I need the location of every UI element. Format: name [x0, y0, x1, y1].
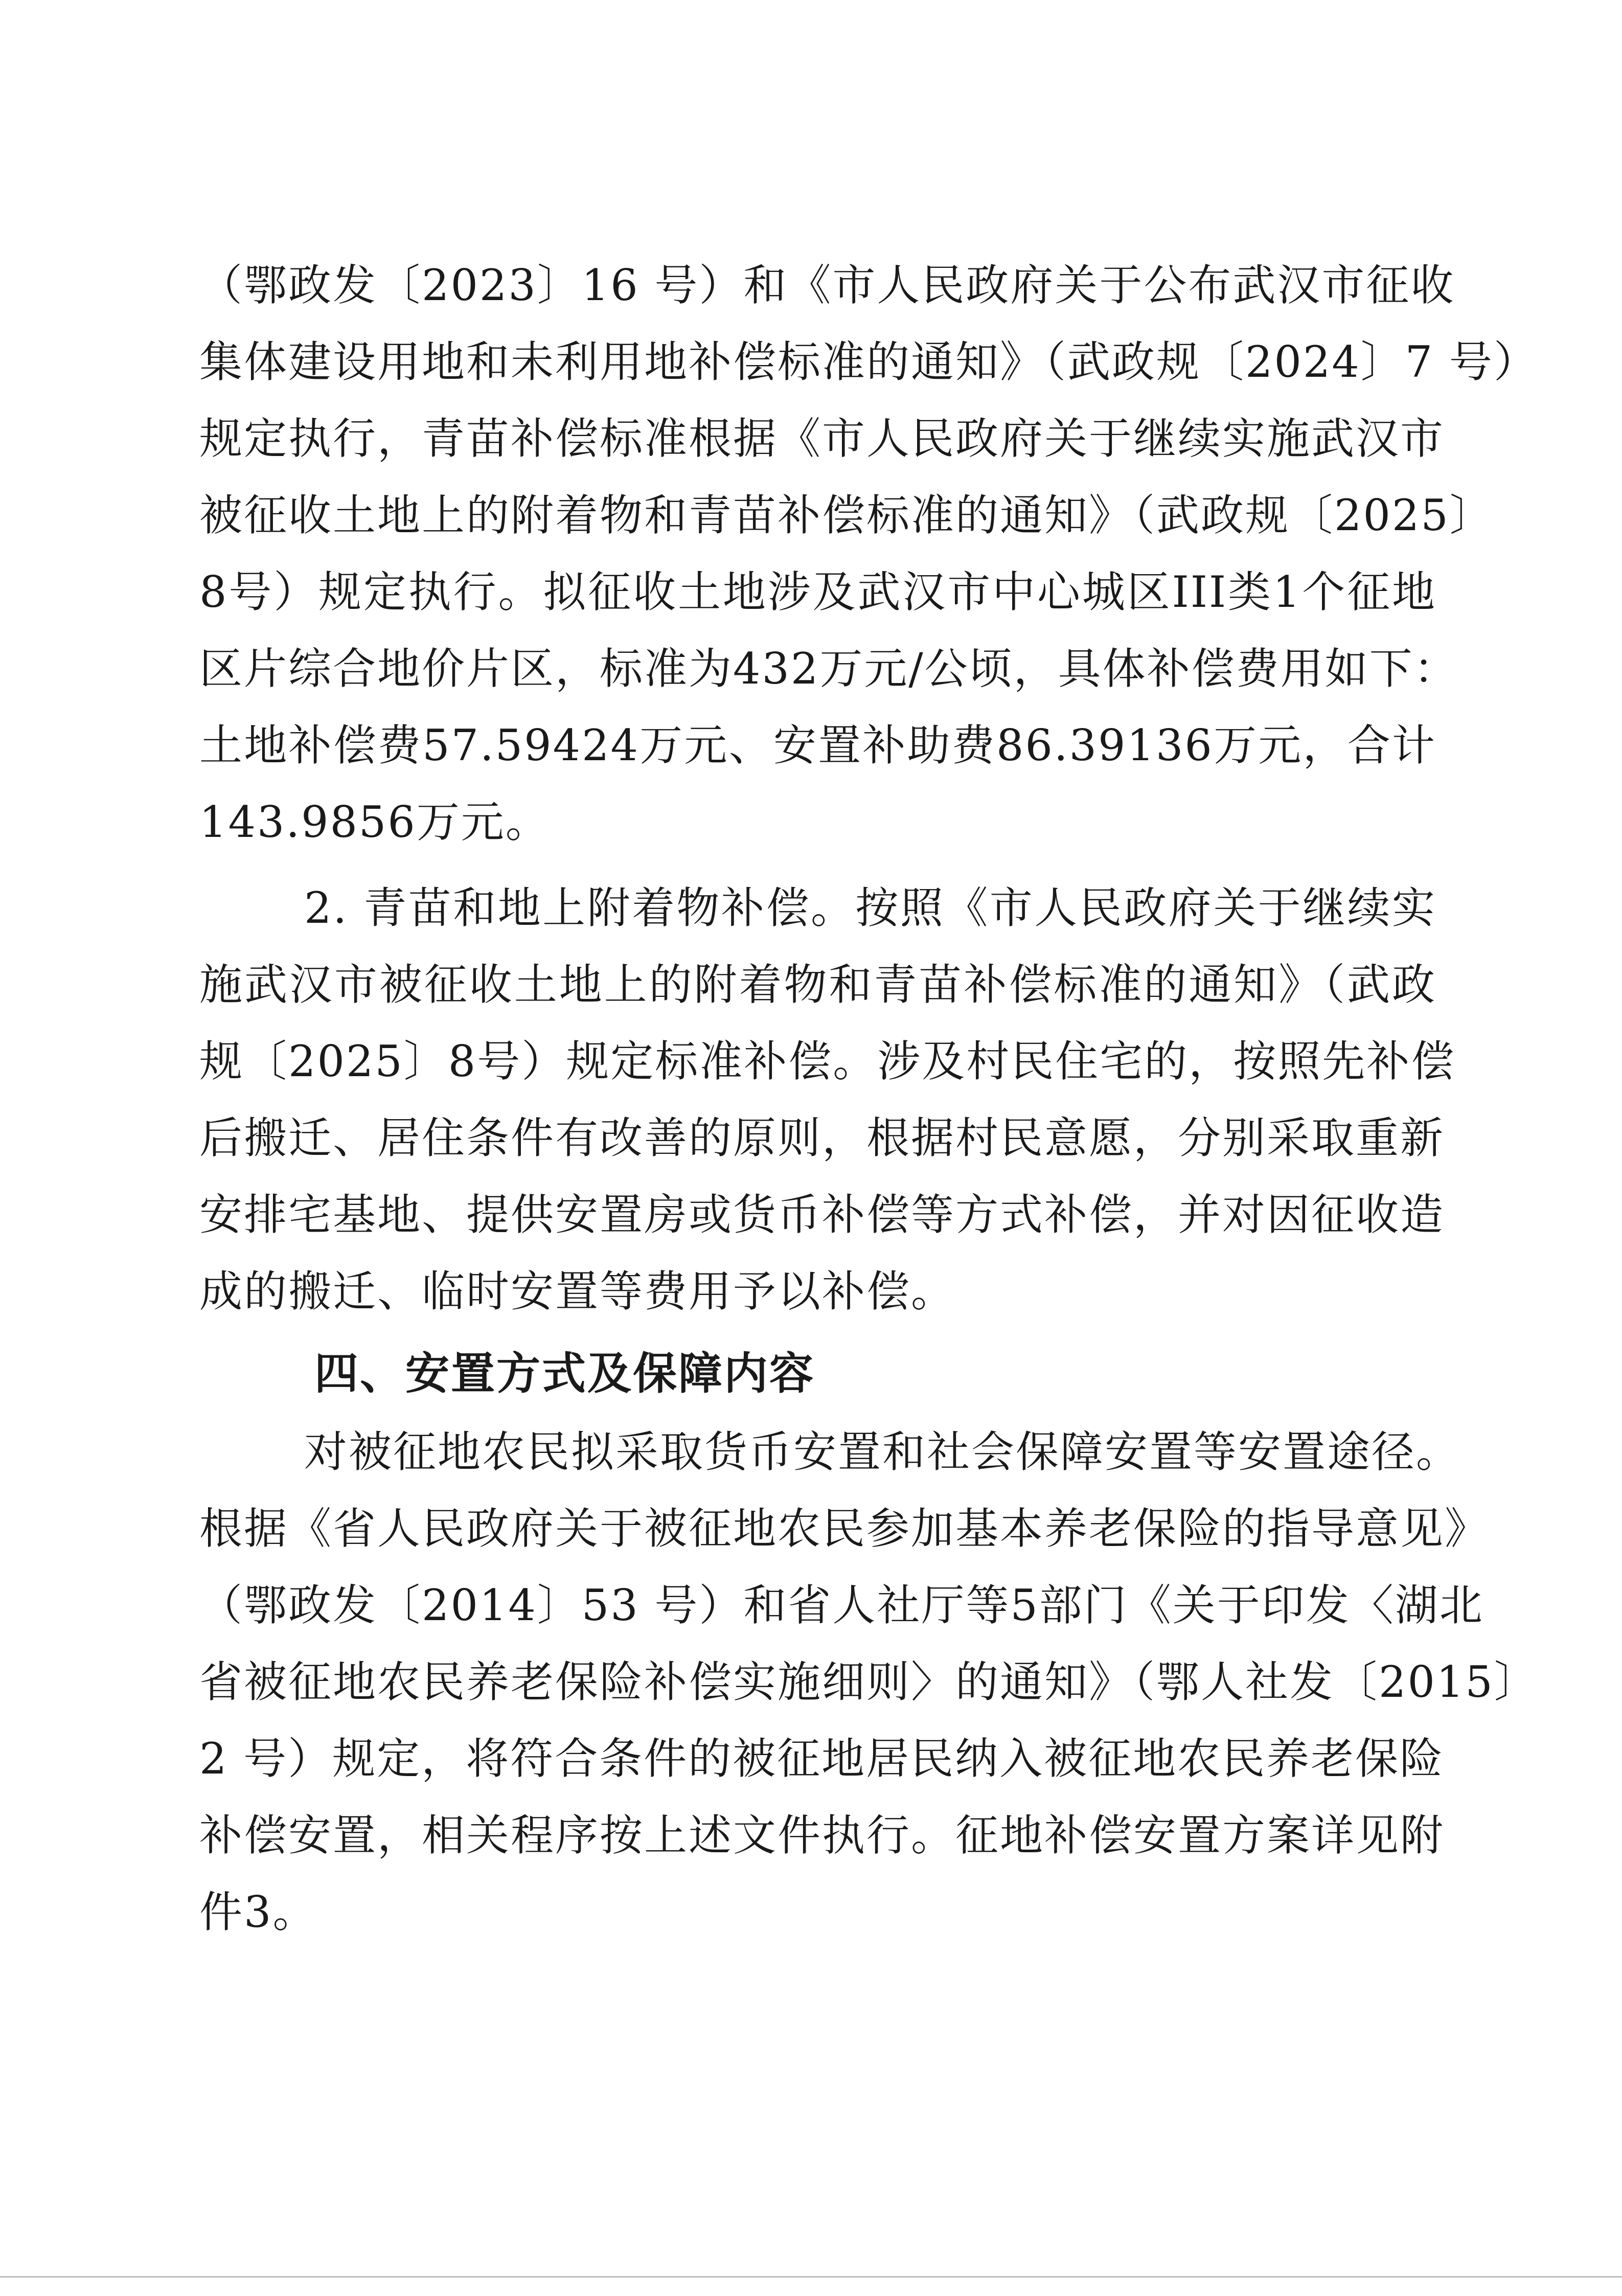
paragraph-start-line: 对被征地农民拟采取货币安置和社会保障安置等安置途径。	[304, 1427, 1461, 1477]
text-line: 补偿安置，相关程序按上述文件执行。征地补偿安置方案详见附	[199, 1810, 1445, 1860]
text-line: 施武汉市被征收土地上的附着物和青苗补偿标准的通知》（武政	[199, 960, 1436, 1010]
text-line: 2 号）规定，将符合条件的被征地居民纳入被征地农民养老保险	[199, 1734, 1445, 1784]
text-line: 区片综合地价片区，标准为432万元/公顷，具体补偿费用如下：	[199, 644, 1458, 694]
text-line: 规定执行，青苗补偿标准根据《市人民政府关于继续实施武汉市	[199, 414, 1445, 464]
text-line: 规〔2025〕8号）规定标准补偿。涉及村民住宅的，按照先补偿	[199, 1036, 1456, 1086]
text-line: 件3。	[199, 1887, 317, 1937]
text-line: 后搬迁、居住条件有改善的原则，根据村民意愿，分别采取重新	[199, 1113, 1445, 1163]
text-line: 安排宅基地、提供安置房或货币补偿等方式补偿，并对因征收造	[199, 1190, 1445, 1240]
text-line: （鄂政发〔2014〕53 号）和省人社厅等5部门《关于印发〈湖北	[199, 1580, 1484, 1630]
text-line: 成的搬迁、临时安置等费用予以补偿。	[199, 1266, 956, 1316]
paragraph-start-line: 2. 青苗和地上附着物补偿。按照《市人民政府关于继续实	[304, 883, 1436, 933]
text-line: （鄂政发〔2023〕16 号）和《市人民政府关于公布武汉市征收	[199, 260, 1455, 310]
page-bottom-border	[0, 2276, 1622, 2278]
text-line: 8号）规定执行。拟征收土地涉及武汉市中心城区III类1个征地	[199, 567, 1436, 617]
text-line: 143.9856万元。	[199, 797, 550, 847]
text-line: 被征收土地上的附着物和青苗补偿标准的通知》（武政规〔2025〕	[199, 490, 1494, 540]
text-line: 土地补偿费57.59424万元、安置补助费86.39136万元，合计	[199, 720, 1436, 770]
text-line: 根据《省人民政府关于被征地农民参加基本养老保险的指导意见》	[199, 1504, 1490, 1554]
text-line: 省被征地农民养老保险补偿实施细则〉的通知》（鄂人社发〔2015〕	[199, 1657, 1539, 1707]
text-line: 集体建设用地和未利用地补偿标准的通知》（武政规〔2024〕7 号）	[199, 337, 1538, 387]
section-heading: 四、安置方式及保障内容	[314, 1348, 815, 1399]
